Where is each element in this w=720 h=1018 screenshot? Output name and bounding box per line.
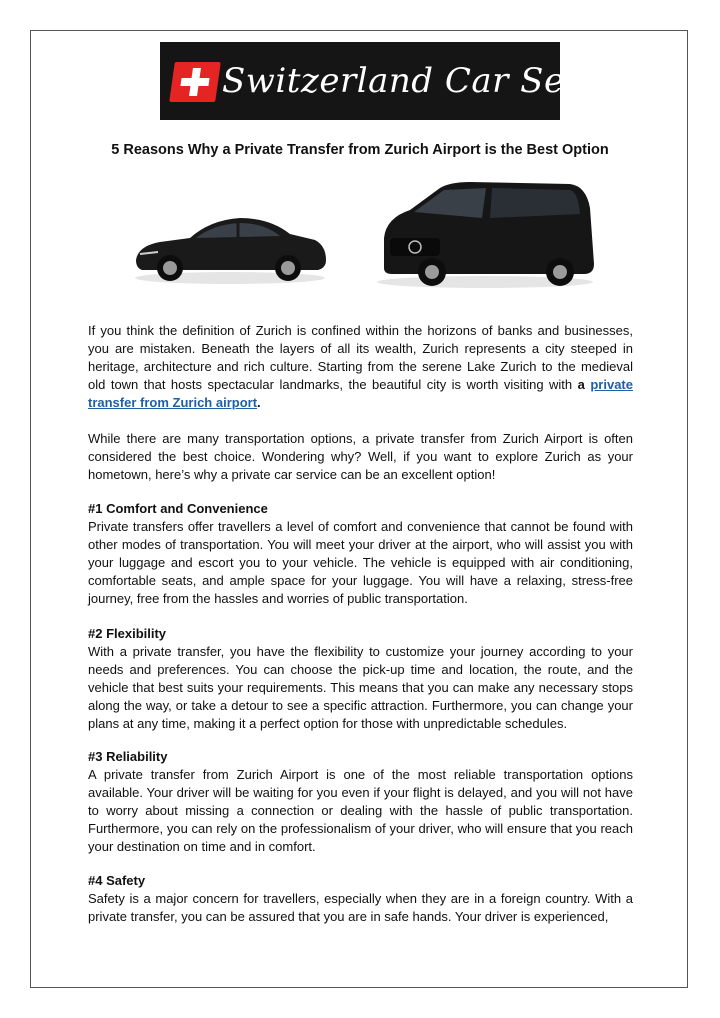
intro-end: . [257, 395, 261, 410]
section-heading: #1 Comfort and Convenience [88, 501, 268, 516]
section-safety [88, 872, 633, 926]
sedan-car-image [130, 198, 330, 288]
brand-logo [160, 42, 653, 120]
section-heading: #3 Reliability [88, 749, 168, 764]
section-body: Safety is a major concern for travellers, especially when they are in a foreign country. With a private transfer, you can be assured that you are in safe hands. Your driver is experienced, [88, 891, 633, 924]
swiss-flag-icon [169, 62, 221, 102]
section-body: Private transfers offer travellers a level of comfort and convenience that cannot be found with other modes of transportation. You will meet your driver at the airport, who will assist you with your luggage and escort you to your vehicle. The vehicle is equipped with air conditioning, comfortable seats, and ample space for your luggage. You will have a relaxing, stress-free journey, free from the hassles and worries of public transportation. [88, 519, 633, 606]
page-title: 5 Reasons Why a Private Transfer from Zurich Airport is the Best Option [111, 142, 609, 158]
car-images [130, 178, 600, 288]
intro-bold-a: a [577, 377, 585, 392]
section-heading: #4 Safety [88, 873, 146, 888]
van-car-image [370, 178, 600, 290]
second-paragraph [88, 430, 633, 484]
logo-text: Switzerland Car Service [222, 61, 653, 101]
section-body: A private transfer from Zurich Airport is one of the most reliable transportation options available. Your driver will be waiting for you even if your flight is delayed, and you will not have to worry about missing a connection or dealing with the hassle of public transportation. Furthermore, you can rely on the professionalism of your driver, who will ensure that you reach your destination on time and in comfort. [88, 767, 633, 854]
section-flexibility [88, 625, 633, 733]
section-reliability [88, 748, 633, 856]
para2-text: While there are many transportation options, a private transfer from Zurich Airport is often considered the best choice. Wondering why? Well, if you want to explore Zurich as your hometown, here’s why a private car service can be an excellent option! [88, 431, 633, 482]
intro-paragraph [88, 322, 633, 412]
section-comfort [88, 500, 633, 608]
intro-text: If you think the definition of Zurich is confined within the horizons of banks and businesses, you are mistaken. Beneath the layers of all its wealth, Zurich represents a city steeped in heritage, architecture and rich culture. Starting from the serene Lake Zurich to the medieval old town that hosts spectacular landmarks, the beautiful city is worth visiting with [88, 323, 633, 392]
private-transfer-link[interactable]: private transfer from Zurich airport [88, 377, 633, 410]
section-heading: #2 Flexibility [88, 626, 167, 641]
section-body: With a private transfer, you have the flexibility to customize your journey according to your needs and preferences. You can choose the pick-up time and location, the route, and the vehicle that best suits your requirements. This means that you can make any necessary stops along the way, or take a detour to see a specific attraction. Furthermore, you can change your plans at any time, making it a perfect option for those with unpredictable schedules. [88, 644, 633, 731]
